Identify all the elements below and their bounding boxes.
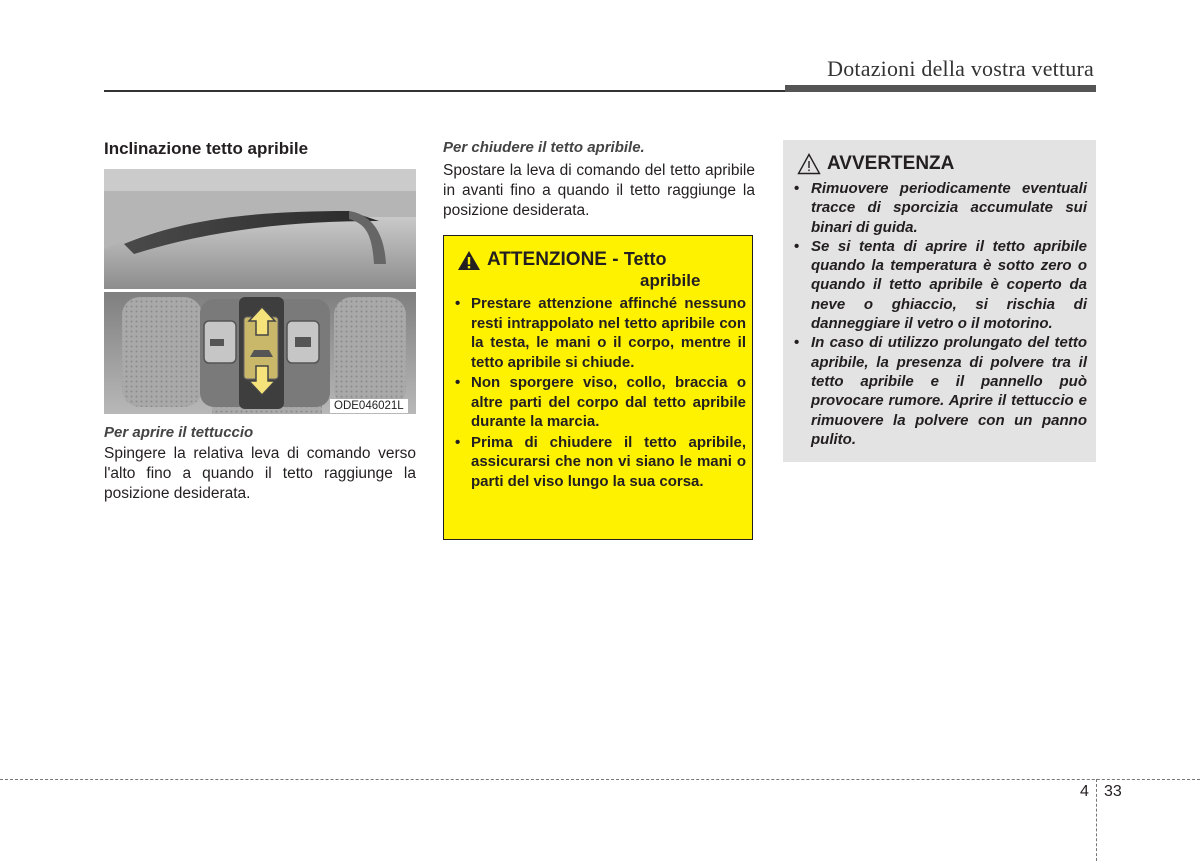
figure-caption: ODE046021L [330, 399, 408, 413]
sunroof-icon [250, 350, 273, 357]
close-subheading: Per chiudere il tetto apribile. [443, 139, 645, 156]
warning-triangle-icon [457, 250, 481, 271]
list-item: • Se si tenta di aprire il tetto apribile quando la temperatura è sotto zero o quando il tetto apribile è coperto da neve o ghiaccio, si rischia di danneggiare il vetro o il motorino. [793, 237, 1087, 333]
chapter-number: 4 [1080, 783, 1089, 800]
caution-title-word2: apribile [640, 271, 701, 290]
list-item: • Prestare attenzione affinché nessuno resti intrappolato nel tetto apribile con la testa, le mani o il corpo, mentre il tetto apribile si chiude. [454, 294, 746, 372]
list-item: • Prima di chiudere il tetto apribile, assicurarsi che non vi siano le mani o parti del viso lungo la sua corsa. [454, 433, 746, 492]
list-item: • Non sporgere viso, collo, braccia o altre parti del corpo dal tetto apribile durante la marcia. [454, 373, 746, 432]
header-rule [104, 90, 785, 92]
list-item: • Rimuovere periodicamente eventuali tracce di sporcizia accumulate sui binari di guida. [793, 179, 1087, 237]
sunroof-illustration [104, 169, 416, 414]
list-item: • In caso di utilizzo prolungato del tetto apribile, la presenza di polvere tra il tetto apribile e il pannello può provocare rumore. Aprire il tettuccio e rimuovere la polvere con un panno pulito. [793, 333, 1087, 449]
warning-title: AVVERTENZA [827, 153, 955, 174]
header-rule-thick [785, 85, 1096, 92]
open-instructions: Spingere la relativa leva di comando verso l'alto fino a quando il tetto raggiunge la posizione desiderata. [104, 445, 416, 502]
open-subheading: Per aprire il tettuccio [104, 424, 254, 441]
caution-title-word1: Tetto [623, 249, 667, 269]
close-instructions: Spostare la leva di comando del tetto apribile in avanti fino a quando il tetto raggiunge la posizione desiderata. [443, 162, 755, 219]
warning-triangle-outline-icon [797, 153, 821, 175]
section-heading: Inclinazione tetto apribile [104, 139, 309, 158]
page-number: 33 [1104, 783, 1122, 800]
warning-list [793, 179, 1087, 449]
caution-title [487, 249, 717, 291]
footer-rule [0, 779, 1200, 780]
caution-list [454, 294, 746, 492]
caution-box [443, 235, 753, 540]
sunroof-control-figure [104, 169, 416, 414]
warning-box [783, 140, 1096, 462]
page-header-title: Dotazioni della vostra vettura [827, 56, 1094, 81]
caution-title-prefix: ATTENZIONE - [487, 249, 624, 270]
footer-divider [1096, 779, 1097, 861]
